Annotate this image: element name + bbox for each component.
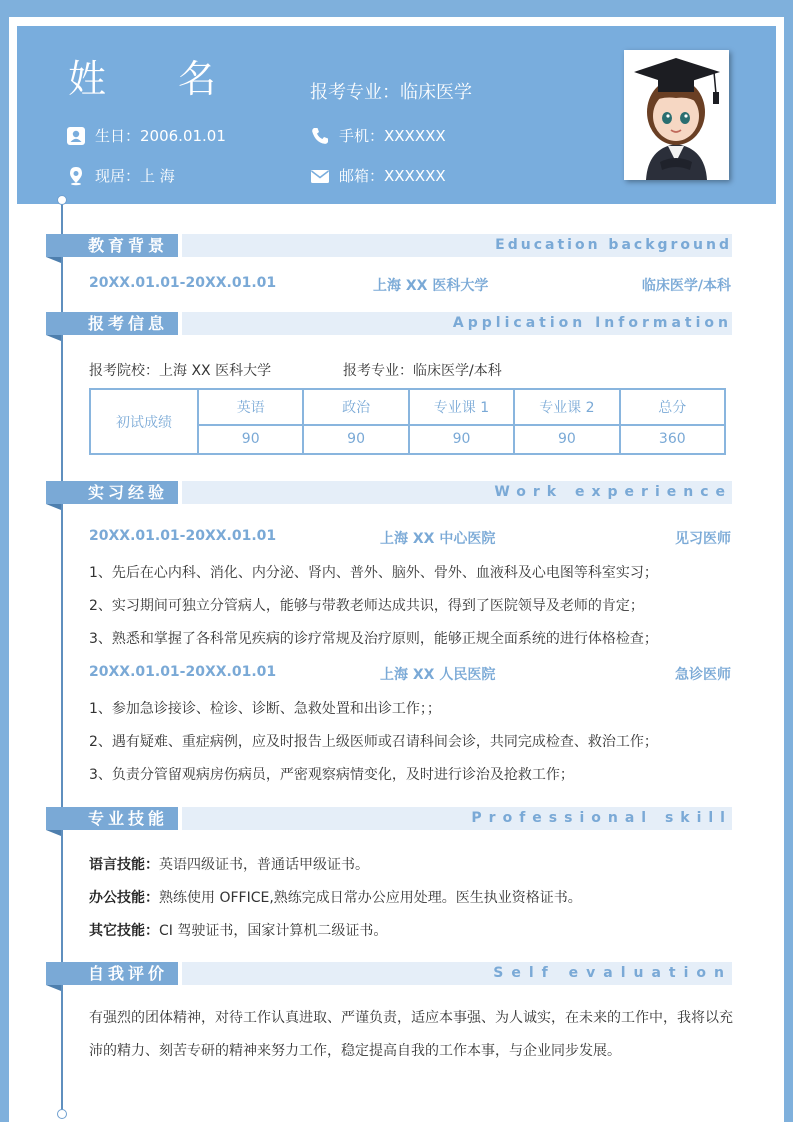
score-cell: 90 — [303, 425, 408, 454]
section-title: 实习经验 — [46, 481, 178, 504]
score-cell: 90 — [409, 425, 514, 454]
score-cell: 360 — [620, 425, 725, 454]
education-degree: 临床医学/本科 — [641, 278, 731, 294]
subject-cell: 专业课 1 — [409, 389, 514, 425]
work-item: 2、实习期间可独立分管病人，能够与带教老师达成共识，得到了医院领导及老师的肯定； — [89, 598, 644, 614]
profile-photo — [624, 50, 729, 180]
residence-text: 现居：上 海 — [95, 167, 175, 185]
self-evaluation-text: 有强烈的团体精神，对待工作认真进取、严谨负责，适应本事强、为人诚实，在未来的工作中，我将以充沛的精力、刻苦专研的精神来努力工作，稳定提高自我的工作本事，与企业同步发展。 — [89, 1010, 733, 1059]
work-date: 20XX.01.01-20XX.01.01 — [89, 664, 277, 680]
section-title: 报考信息 — [46, 312, 178, 335]
section-self-eval — [46, 962, 732, 985]
work-date: 20XX.01.01-20XX.01.01 — [89, 528, 277, 544]
timeline-bottom-dot — [57, 1109, 67, 1119]
subject-cell: 政治 — [303, 389, 408, 425]
skill-other — [89, 920, 734, 940]
application-info — [89, 360, 734, 380]
skill-label: 办公技能： — [89, 890, 159, 906]
work-item: 1、参加急诊接诊、检诊、诊断、急救处置和出诊工作；； — [89, 701, 441, 717]
subject-cell: 英语 — [198, 389, 303, 425]
skill-text: 熟练使用 OFFICE,熟练完成日常办公应用处理。医生执业资格证书。 — [159, 890, 582, 906]
residence-info — [66, 165, 175, 186]
work-place: 上海 XX 人民医院 — [380, 667, 496, 683]
section-subtitle: Professional skill — [182, 807, 732, 830]
work-role: 见习医师 — [675, 531, 731, 547]
section-application — [46, 312, 732, 335]
section-subtitle: Self evaluation — [182, 962, 732, 985]
section-subtitle: Education background — [182, 234, 732, 257]
email-text: 邮箱：XXXXXX — [339, 167, 446, 185]
resume-header — [17, 26, 776, 204]
score-table — [89, 388, 726, 455]
apply-school: 报考院校：上海 XX 医科大学 — [89, 363, 272, 379]
phone-info — [310, 125, 446, 146]
section-work — [46, 481, 732, 504]
subject-cell: 专业课 2 — [514, 389, 619, 425]
section-skills — [46, 807, 732, 830]
section-subtitle: Work experience — [182, 481, 732, 504]
skill-label: 语言技能： — [89, 857, 159, 873]
work-item: 2、遇有疑难、重症病例，应及时报告上级医师或召请科间会诊，共同完成检查、救治工作； — [89, 734, 658, 750]
section-education — [46, 234, 732, 257]
section-title: 教育背景 — [46, 234, 178, 257]
email-info — [310, 165, 446, 186]
timeline-top-dot — [57, 195, 67, 205]
section-title: 专业技能 — [46, 807, 178, 830]
skill-office — [89, 887, 734, 907]
envelope-icon — [310, 166, 330, 186]
skill-label: 其它技能： — [89, 923, 159, 939]
header-apply-major: 报考专业：临床医学 — [310, 82, 472, 103]
skill-language — [89, 854, 734, 874]
skill-text: CI 驾驶证书，国家计算机二级证书。 — [159, 923, 388, 939]
id-card-icon — [66, 126, 86, 146]
score-label: 初试成绩 — [90, 389, 198, 454]
work-place: 上海 XX 中心医院 — [380, 531, 496, 547]
education-school: 上海 XX 医科大学 — [373, 278, 489, 294]
phone-text: 手机：XXXXXX — [339, 127, 446, 145]
score-cell: 90 — [198, 425, 303, 454]
section-title: 自我评价 — [46, 962, 178, 985]
location-pin-icon — [66, 166, 86, 186]
birth-text: 生日：2006.01.01 — [95, 127, 226, 145]
phone-icon — [310, 126, 330, 146]
work-item: 3、负责分管留观病房伤病员，严密观察病情变化，及时进行诊治及抢救工作； — [89, 767, 574, 783]
work-role: 急诊医师 — [675, 667, 731, 683]
score-cell: 90 — [514, 425, 619, 454]
birth-info — [66, 125, 226, 146]
resume-page — [9, 17, 784, 1122]
apply-major: 报考专业：临床医学/本科 — [343, 363, 502, 379]
education-date: 20XX.01.01-20XX.01.01 — [89, 275, 277, 291]
skill-text: 英语四级证书，普通话甲级证书。 — [159, 857, 369, 873]
work-item: 1、先后在心内科、消化、内分泌、肾内、普外、脑外、骨外、血液科及心电图等科室实习； — [89, 565, 658, 581]
work-item: 3、熟悉和掌握了各科常见疾病的诊疗常规及治疗原则，能够正规全面系统的进行体格检查； — [89, 631, 658, 647]
applicant-name: 姓名 — [68, 57, 289, 101]
subject-cell: 总分 — [620, 389, 725, 425]
section-subtitle: Application Information — [182, 312, 732, 335]
